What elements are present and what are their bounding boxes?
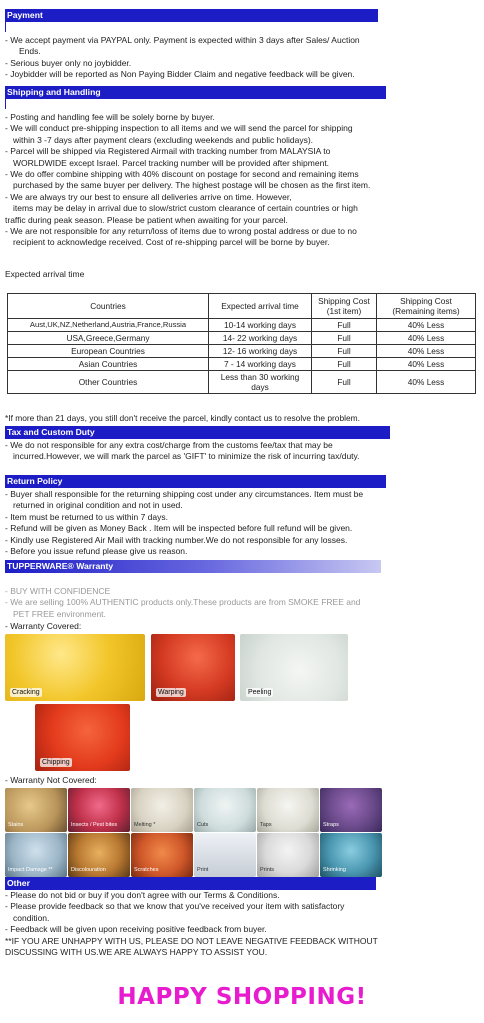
- other-line: - Please do not bid or buy if you don't agree with our Terms & Conditions.: [5, 890, 280, 900]
- table-cell: 40% Less: [377, 371, 476, 394]
- table-cell: European Countries: [8, 345, 209, 358]
- table-cell: 14- 22 working days: [209, 332, 312, 345]
- tax-line: - We do not responsible for any extra cost/charge from the customs fee/tax that may be: [5, 440, 333, 450]
- photo-label: Print: [197, 867, 209, 873]
- table-header-row: [8, 294, 476, 319]
- photo-label: Shrinking: [323, 867, 346, 873]
- return-line: returned in original condition and not in used.: [13, 500, 183, 511]
- shipping-line: - Parcel will be shipped via Registered Airmail with tracking number from MALAYSIA to: [5, 146, 331, 157]
- warranty-line: - We are selling 100% AUTHENTIC products only.These products are from SMOKE FREE and: [5, 597, 361, 608]
- table-row: [8, 332, 476, 345]
- straps-photo: [320, 788, 382, 832]
- table-cell: Full: [312, 358, 377, 371]
- table-cell: Aust,UK,NZ,Netherland,Austria,France,Russia: [8, 319, 209, 332]
- table-cell: Full: [312, 319, 377, 332]
- warranty-not-covered-label: - Warranty Not Covered:: [5, 775, 97, 785]
- table-row: [8, 319, 476, 332]
- table-cell: 40% Less: [377, 345, 476, 358]
- shipping-line: recipient to acknowledge received. Cost of re-shipping parcel will be borne by buyer.: [13, 237, 330, 248]
- photo-label: Taps: [260, 822, 272, 828]
- return-line: - Item must be returned to us within 7 days.: [5, 511, 168, 522]
- shipping-line: - We do offer combine shipping with 40% discount on postage for second and remaining items: [5, 169, 359, 180]
- photo-label: Prints: [260, 867, 275, 873]
- photo-label: Melting *: [134, 822, 156, 828]
- shipping-line: - We are always try our best to ensure all deliveries arrive on time. However,: [5, 191, 292, 202]
- shipping-line: WORLDWIDE except Israel. Parcel tracking number will be provided after shipment.: [13, 157, 330, 168]
- table-cell: Full: [312, 371, 377, 394]
- shrinking-photo: [320, 833, 382, 877]
- shipping-line: purchased by the same buyer per delivery. The highest postage will be chosen as the first item.: [13, 180, 371, 191]
- photo-label: Chipping: [42, 759, 70, 766]
- return-line: - Buyer shall responsible for the returning shipping cost under any circumstances. Item must be: [5, 489, 364, 499]
- shipping-line: within 3 -7 days after payment clears (excluding weekends and public holidays).: [13, 134, 314, 145]
- payment-line: - We accept payment via PAYPAL only. Payment is expected within 3 days after Sales/ Auction: [5, 35, 360, 45]
- melting-photo: [131, 788, 193, 832]
- warping-photo: [151, 634, 235, 701]
- payment-text: [5, 35, 477, 81]
- taps-photo: [257, 788, 319, 832]
- return-line: - Refund will be given as Money Back . Item will be inspected before full refund will be given.: [5, 523, 353, 534]
- other-line: DISCUSSING WITH US.WE ARE ALWAYS HAPPY TO ASSIST YOU.: [5, 947, 268, 958]
- payment-line: Ends.: [19, 46, 41, 57]
- table-cell: 7 - 14 working days: [209, 358, 312, 371]
- table-row: [8, 371, 476, 394]
- table-cell: USA,Greece,Germany: [8, 332, 209, 345]
- photo-label: Straps: [323, 822, 339, 828]
- section-header-warranty: TUPPERWARE® Warranty: [5, 560, 381, 573]
- table-cell: 10-14 working days: [209, 319, 312, 332]
- shipping-line: traffic during peak season. Please be patient when awaiting for your parcel.: [5, 214, 288, 225]
- shipping-line: items may be delay in arrival due to slow/strict custom clearance of certain countries or high: [13, 203, 358, 214]
- cracking-photo: [5, 634, 145, 701]
- tax-text: [5, 440, 477, 463]
- shipping-line: - We are not responsible for any return/loss of items due to wrong postal address or due to no: [5, 226, 357, 237]
- table-cell: Less than 30 working days: [209, 371, 312, 394]
- warranty-text: [5, 586, 477, 620]
- table-cell: 40% Less: [377, 332, 476, 345]
- table-cell: Other Countries: [8, 371, 209, 394]
- notice-text: *If more than 21 days, you still don't receive the parcel, kindly contact us to resolve the problem.: [5, 413, 360, 423]
- insects-photo: [68, 788, 130, 832]
- print-photo: [194, 833, 256, 877]
- photo-label: Scratches: [134, 867, 159, 873]
- table-cell: Full: [312, 332, 377, 345]
- section-header-other: Other: [5, 877, 376, 890]
- warranty-line: PET FREE environment.: [13, 608, 106, 619]
- table-row: [8, 345, 476, 358]
- table-row: [8, 358, 476, 371]
- cuts-photo: [194, 788, 256, 832]
- other-line: - Feedback will be given upon receiving positive feedback from buyer.: [5, 924, 267, 935]
- table-header-cell: Countries: [8, 294, 209, 319]
- discolouration-photo: [68, 833, 130, 877]
- shipping-line: - We will conduct pre-shipping inspection to all items and we will send the parcel for shipping: [5, 123, 353, 134]
- photo-label: Stains: [8, 822, 24, 828]
- table-cell: 40% Less: [377, 319, 476, 332]
- prints-photo: [257, 833, 319, 877]
- expected-arrival-label: Expected arrival time: [5, 269, 85, 279]
- photo-label: Impact Damage **: [8, 867, 53, 873]
- return-line: - Kindly use Registered Air Mail with tracking number.We do not responsible for any losses.: [5, 534, 348, 545]
- section-header-tax: Tax and Custom Duty: [5, 426, 390, 439]
- table-cell: 12- 16 working days: [209, 345, 312, 358]
- photo-label: Discolouration: [71, 867, 106, 873]
- photo-label: Cracking: [12, 689, 40, 696]
- header-accent-line: [5, 99, 6, 109]
- table-header-cell: Shipping Cost (1st item): [312, 294, 377, 319]
- payment-line: - Serious buyer only no joybidder.: [5, 57, 132, 68]
- shipping-line: - Posting and handling fee will be solely borne by buyer.: [5, 112, 215, 122]
- table-cell: Full: [312, 345, 377, 358]
- return-text: [5, 489, 477, 557]
- tax-line: incurred.However, we will mark the parcel as 'GIFT' to minimize the risk of incurring tax/duty.: [13, 451, 360, 462]
- shipping-table: [7, 293, 476, 394]
- photo-label: Cuts: [197, 822, 209, 828]
- payment-line: - Joybidder will be reported as Non Paying Bidder Claim and negative feedback will be given.: [5, 69, 355, 80]
- other-line: **IF YOU ARE UNHAPPY WITH US, PLEASE DO NOT LEAVE NEGATIVE FEEDBACK WITHOUT: [5, 935, 378, 946]
- happy-shopping-banner: HAPPY SHOPPING!: [117, 984, 367, 1010]
- table-cell: Asian Countries: [8, 358, 209, 371]
- return-line: - Before you issue refund please give us reason.: [5, 546, 188, 557]
- section-header-shipping: Shipping and Handling: [5, 86, 386, 99]
- warranty-covered-label: - Warranty Covered:: [5, 621, 82, 631]
- chipping-photo: [35, 704, 130, 771]
- other-line: - Please provide feedback so that we know that you've received your item with satisfactory: [5, 901, 345, 912]
- table-header-cell: Expected arrival time: [209, 294, 312, 319]
- photo-label: Warping: [158, 689, 184, 696]
- table-cell: 40% Less: [377, 358, 476, 371]
- impact-damage-photo: [5, 833, 67, 877]
- header-accent-line: [5, 22, 6, 32]
- table-header-cell: Shipping Cost (Remaining items): [377, 294, 476, 319]
- section-header-payment: Payment: [5, 9, 378, 22]
- scratches-photo: [131, 833, 193, 877]
- other-line: condition.: [13, 912, 50, 923]
- photo-label: Insects / Pest bites: [71, 822, 118, 828]
- warranty-line: - BUY WITH CONFIDENCE: [5, 586, 111, 596]
- peeling-photo: [240, 634, 348, 701]
- stains-photo: [5, 788, 67, 832]
- section-header-return: Return Policy: [5, 475, 386, 488]
- other-text: [5, 890, 477, 958]
- photo-label: Peeling: [248, 689, 272, 696]
- shipping-text: [5, 112, 477, 249]
